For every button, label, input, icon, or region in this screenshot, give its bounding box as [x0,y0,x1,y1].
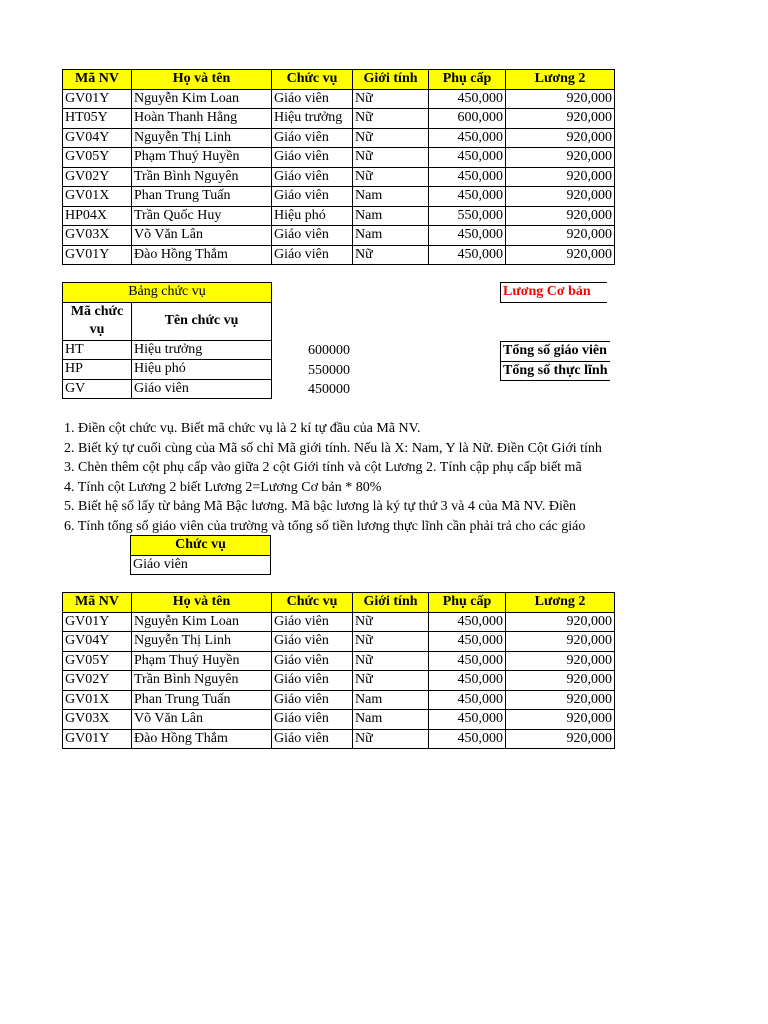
luong-2-cell[interactable]: 920,000 [506,109,615,129]
table-row [63,651,615,671]
ho-ten-cell[interactable]: Trần Bình Nguyên [132,167,272,187]
allowance-value-cell[interactable]: 550000 [308,362,350,378]
header-phu-cap[interactable]: Phụ cấp [429,70,506,90]
gioi-tinh-cell[interactable]: Nữ [353,671,429,691]
ho-ten-cell[interactable]: Đào Hồng Thắm [132,245,272,265]
luong-2-cell[interactable]: 920,000 [506,128,615,148]
filter-value[interactable]: Giáo viên [131,555,271,575]
position-code-header[interactable]: Mã chức vụ [63,302,132,340]
position-code-cell[interactable]: GV [63,379,132,399]
allowance-value-cell[interactable]: 450000 [308,382,350,397]
table-row [63,729,615,749]
gioi-tinh-cell[interactable]: Nam [353,710,429,730]
phu-cap-cell[interactable]: 450,000 [429,690,506,710]
phu-cap-cell[interactable]: 450,000 [429,128,506,148]
ho-ten-cell[interactable]: Phan Trung Tuấn [132,187,272,207]
luong-2-cell[interactable]: 920,000 [506,612,615,632]
gioi-tinh-cell[interactable]: Nữ [353,109,429,129]
ho-ten-cell[interactable]: Nguyễn Kim Loan [132,89,272,109]
position-name-cell[interactable]: Giáo viên [132,379,272,399]
ho-ten-cell[interactable]: Võ Văn Lân [132,710,272,730]
phu-cap-cell[interactable]: 450,000 [429,187,506,207]
ma-nv-cell[interactable]: GV05Y [63,651,132,671]
filtered-staff-table [62,592,615,749]
instruction-line[interactable]: 4. Tính cột Lương 2 biết Lương 2=Lương Cơ bản * 80% [64,479,382,495]
chuc-vu-cell[interactable]: Hiệu phó [272,206,353,226]
phu-cap-cell[interactable]: 450,000 [429,632,506,652]
chuc-vu-cell[interactable]: Giáo viên [272,128,353,148]
ho-ten-cell[interactable]: Trần Bình Nguyên [132,671,272,691]
chuc-vu-cell[interactable]: Giáo viên [272,89,353,109]
table-row [63,612,615,632]
chuc-vu-cell[interactable]: Giáo viên [272,671,353,691]
filtered-table-header [63,593,615,613]
ho-ten-cell[interactable]: Võ Văn Lân [132,226,272,246]
phu-cap-cell[interactable]: 450,000 [429,89,506,109]
header-ho-ten[interactable]: Họ và tên [132,593,272,613]
gioi-tinh-cell[interactable]: Nam [353,226,429,246]
instruction-line[interactable]: 1. Điền cột chức vụ. Biết mã chức vụ là 2 kí tự đầu của Mã NV. [64,421,421,436]
ho-ten-cell[interactable]: Hoàn Thanh Hằng [132,109,272,129]
instruction-line[interactable]: 6. Tính tổng số giáo viên của trường và tổng số tiền lương thực lĩnh cần phải trả cho các giáo [64,518,586,534]
ho-ten-cell[interactable]: Trần Quốc Huy [132,206,272,226]
ma-nv-cell[interactable]: GV04Y [63,128,132,148]
staff-table-header [63,70,615,90]
ma-nv-cell[interactable]: GV02Y [63,671,132,691]
gioi-tinh-cell[interactable]: Nữ [353,651,429,671]
filter-header[interactable]: Chức vụ [131,536,271,556]
ho-ten-cell[interactable]: Nguyễn Thị Linh [132,632,272,652]
header-phu-cap[interactable]: Phụ cấp [429,593,506,613]
header-gioi-tinh[interactable]: Giới tính [353,593,429,613]
luong-2-cell[interactable]: 920,000 [506,632,615,652]
phu-cap-cell[interactable]: 450,000 [429,729,506,749]
ho-ten-cell[interactable]: Nguyễn Kim Loan [132,612,272,632]
chuc-vu-cell[interactable]: Giáo viên [272,226,353,246]
luong-2-cell[interactable]: 920,000 [506,89,615,109]
table-row [63,148,615,168]
table-row [63,89,615,109]
gioi-tinh-cell[interactable]: Nam [353,206,429,226]
header-chuc-vu[interactable]: Chức vụ [272,70,353,90]
position-table-title[interactable]: Bảng chức vụ [63,283,272,303]
ma-nv-cell[interactable]: HT05Y [63,109,132,129]
luong-2-cell[interactable]: 920,000 [506,167,615,187]
instruction-line[interactable]: 5. Biết hệ số lấy từ bảng Mã Bậc lương. Mã bậc lương là ký tự thứ 3 và 4 của Mã NV. Điền [64,499,577,514]
staff-table [62,69,615,265]
chuc-vu-cell[interactable]: Giáo viên [272,651,353,671]
gioi-tinh-cell[interactable]: Nữ [353,89,429,109]
table-row [63,167,615,187]
position-name-cell[interactable]: Hiệu phó [132,360,272,380]
chuc-vu-cell[interactable]: Giáo viên [272,729,353,749]
position-name-header[interactable]: Tên chức vụ [132,302,272,340]
position-code-cell[interactable]: HT [63,340,132,360]
table-row [63,187,615,207]
table-row [63,128,615,148]
phu-cap-cell[interactable]: 450,000 [429,148,506,168]
total-teachers-label[interactable]: Tổng số giáo viên [501,342,610,362]
position-table [62,282,272,399]
gioi-tinh-cell[interactable]: Nữ [353,729,429,749]
position-allowance-values [270,341,350,400]
phu-cap-cell[interactable]: 450,000 [429,245,506,265]
phu-cap-cell[interactable]: 450,000 [429,226,506,246]
filtered-table-body [63,612,615,749]
phu-cap-cell[interactable]: 450,000 [429,167,506,187]
chuc-vu-cell[interactable]: Giáo viên [272,148,353,168]
ma-nv-cell[interactable]: GV05Y [63,148,132,168]
instruction-line[interactable]: 2. Biết ký tự cuối cùng của Mã số chỉ Mã giới tính. Nếu là X: Nam, Y là Nữ. Điền Cột Giới tính [64,440,602,456]
total-net-pay-label[interactable]: Tổng số thực lĩnh [501,361,610,381]
phu-cap-cell[interactable]: 450,000 [429,671,506,691]
table-row [63,245,615,265]
ho-ten-cell[interactable]: Nguyễn Thị Linh [132,128,272,148]
chuc-vu-cell[interactable]: Giáo viên [272,245,353,265]
table-row [63,360,272,380]
header-gioi-tinh[interactable]: Giới tính [353,70,429,90]
base-salary-box [500,282,607,303]
instructions [64,419,607,536]
chuc-vu-cell[interactable]: Giáo viên [272,167,353,187]
filter-criteria [130,535,271,575]
luong-2-cell[interactable]: 920,000 [506,729,615,749]
phu-cap-cell[interactable]: 600,000 [429,109,506,129]
phu-cap-cell[interactable]: 450,000 [429,612,506,632]
phu-cap-cell[interactable]: 450,000 [429,710,506,730]
luong-2-cell[interactable]: 920,000 [506,226,615,246]
luong-2-cell[interactable]: 920,000 [506,671,615,691]
table-row [63,710,615,730]
luong-2-cell[interactable]: 920,000 [506,187,615,207]
header-chuc-vu[interactable]: Chức vụ [272,593,353,613]
ma-nv-cell[interactable]: GV01X [63,187,132,207]
gioi-tinh-cell[interactable]: Nam [353,187,429,207]
ma-nv-cell[interactable]: GV02Y [63,167,132,187]
gioi-tinh-cell[interactable]: Nữ [353,167,429,187]
ma-nv-cell[interactable]: GV01Y [63,729,132,749]
ma-nv-cell[interactable]: GV01X [63,690,132,710]
table-row [63,690,615,710]
table-row [63,632,615,652]
table-row [63,340,272,360]
ho-ten-cell[interactable]: Phạm Thuý Huyền [132,148,272,168]
chuc-vu-cell[interactable]: Giáo viên [272,632,353,652]
table-row [63,671,615,691]
ma-nv-cell[interactable]: GV01Y [63,612,132,632]
ma-nv-cell[interactable]: GV01Y [63,245,132,265]
chuc-vu-cell[interactable]: Giáo viên [272,187,353,207]
table-row [63,379,272,399]
totals-box [500,341,610,381]
position-name-cell[interactable]: Hiệu trưởng [132,340,272,360]
chuc-vu-cell[interactable]: Giáo viên [272,612,353,632]
ho-ten-cell[interactable]: Phan Trung Tuấn [132,690,272,710]
chuc-vu-cell[interactable]: Giáo viên [272,710,353,730]
gioi-tinh-cell[interactable]: Nữ [353,148,429,168]
table-row [63,109,615,129]
luong-2-cell[interactable]: 920,000 [506,690,615,710]
ma-nv-cell[interactable]: GV03X [63,710,132,730]
gioi-tinh-cell[interactable]: Nữ [353,612,429,632]
luong-2-cell[interactable]: 920,000 [506,148,615,168]
luong-2-cell[interactable]: 920,000 [506,206,615,226]
ho-ten-cell[interactable]: Đào Hồng Thắm [132,729,272,749]
luong-2-cell[interactable]: 920,000 [506,245,615,265]
ma-nv-cell[interactable]: GV03X [63,226,132,246]
ma-nv-cell[interactable]: HP04X [63,206,132,226]
ma-nv-cell[interactable]: GV01Y [63,89,132,109]
header-ho-ten[interactable]: Họ và tên [132,70,272,90]
ma-nv-cell[interactable]: GV04Y [63,632,132,652]
gioi-tinh-cell[interactable]: Nữ [353,245,429,265]
luong-2-cell[interactable]: 920,000 [506,710,615,730]
header-ma-nv[interactable]: Mã NV [63,593,132,613]
table-row [63,226,615,246]
phu-cap-cell[interactable]: 450,000 [429,651,506,671]
header-ma-nv[interactable]: Mã NV [63,70,132,90]
gioi-tinh-cell[interactable]: Nữ [353,632,429,652]
phu-cap-cell[interactable]: 550,000 [429,206,506,226]
ho-ten-cell[interactable]: Phạm Thuý Huyền [132,651,272,671]
gioi-tinh-cell[interactable]: Nam [353,690,429,710]
chuc-vu-cell[interactable]: Hiệu trưởng [272,109,353,129]
position-code-cell[interactable]: HP [63,360,132,380]
gioi-tinh-cell[interactable]: Nữ [353,128,429,148]
luong-2-cell[interactable]: 920,000 [506,651,615,671]
staff-table-body [63,89,615,265]
base-salary-label[interactable]: Lương Cơ bản [501,283,608,303]
header-luong-2[interactable]: Lương 2 [506,593,615,613]
table-row [63,206,615,226]
instruction-line[interactable]: 3. Chèn thêm cột phụ cấp vào giữa 2 cột Giới tính và cột Lương 2. Tính cập phụ cấp biết mã [64,460,582,475]
allowance-value-cell[interactable]: 600000 [308,343,350,358]
chuc-vu-cell[interactable]: Giáo viên [272,690,353,710]
header-luong-2[interactable]: Lương 2 [506,70,615,90]
